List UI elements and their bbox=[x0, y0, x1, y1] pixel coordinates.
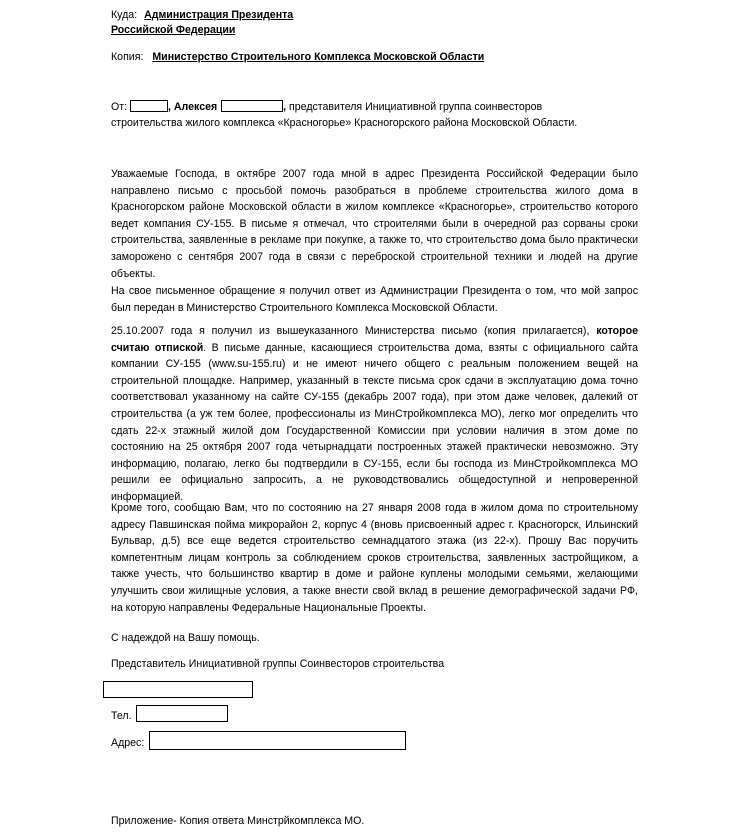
to-recipient-line2: Российской Федерации bbox=[111, 24, 236, 36]
from-comma-1: , bbox=[168, 101, 171, 113]
body-paragraph-1: Уважаемые Господа, в октябре 2007 года мной в адрес Президента Российской Федерации было направлено письмо с просьбой помочь разобраться в проблеме строительства жилого дома в Красногорском районе Московской области в жилом комплексе «Красногорье», строительство которого ведет компания СУ-155. В письме я отмечал, что строителями были в очередной раз сорваны сроки строительства, заявленные в рекламе при покупке, а также то, что строительство дома было практически заморожено с сентября 2007 года в связи с переброской строительной техники и людей на другие объекты. bbox=[111, 168, 638, 280]
from-first-name: Алексея bbox=[173, 101, 218, 113]
body-paragraph-3-start: 25.10.2007 года я получил из вышеуказанного Министерства письмо (копия прилагается), bbox=[111, 325, 590, 337]
from-comma-2: , bbox=[283, 101, 287, 113]
address-field[interactable] bbox=[149, 731, 406, 750]
tel-label: Тел. bbox=[111, 710, 132, 722]
tel-field[interactable] bbox=[136, 705, 228, 722]
from-role-line1: представителя Инициативной группа соинвесторов bbox=[289, 101, 543, 113]
redacted-surname-box bbox=[130, 100, 168, 112]
copy-recipient: Министерство Строительного Комплекса Московской Области bbox=[152, 51, 485, 63]
redacted-patronymic-box bbox=[221, 100, 283, 112]
address-label: Адрес: bbox=[111, 737, 145, 749]
copy-label: Копия: bbox=[111, 51, 144, 63]
from-block bbox=[111, 99, 671, 116]
body-paragraph-3 bbox=[111, 323, 638, 506]
to-recipient-line1: Администрация Президента bbox=[144, 9, 294, 21]
body-paragraph-3-bold: которое считаю отпиской bbox=[111, 325, 638, 354]
closing-line: С надеждой на Вашу помощь. bbox=[111, 632, 260, 644]
from-label: От: bbox=[111, 101, 128, 113]
body-paragraph-4: Кроме того, сообщаю Вам, что по состоянию на 27 января 2008 года в жилом дома по строительному адресу Павшинская пойма микрорайон 2, корпус 4 (вновь присвоенный адрес г. Красногорск, Ильинский Бульвар, д.5) все еще ведется строительство семнадцатого этажа (из 22-х). Прошу Вас поручить компетентным лицам контроль за соблюдением сроков строительства, заявленных застройщиком, а также учесть, что большинство квартир в доме и районе куплены молодыми семьями, желающими улучшить свои жилищные условия, а также внести свой вклад в решение демографической задачи РФ, на которую направлены Федеральные Национальные Проекты. bbox=[111, 502, 638, 614]
from-role-line2: строительства жилого комплекса «Красногорье» Красногорского района Московской Области. bbox=[111, 117, 578, 129]
attachment-note: Приложение- Копия ответа Минстрйкомплекса МО. bbox=[111, 815, 365, 827]
signature-name-field[interactable] bbox=[103, 681, 253, 698]
signature-label: Представитель Инициативной группы Соинвесторов строительства bbox=[111, 658, 445, 670]
to-label: Куда: bbox=[111, 9, 138, 21]
body-paragraph-2: На свое письменное обращение я получил ответ из Администрации Президента о том, что мой запрос был передан в Министерство Строительного Комплекса Московской Области. bbox=[111, 285, 638, 314]
copy-block bbox=[111, 49, 611, 66]
body-paragraph-3-end: . В письме данные, касающиеся строительства дома, взяты с официального сайта компании СУ-155 (www.su-155.ru) и не имеют ничего общего с реальным положением вещей на строительной площадке. Например, указанный в тексте письма срок сдачи в эксплуатацию дома точно соответствовал указанному на сайте СУ-155 (декабрь 2007 года), при этом даже человек, далекий от строительства (а уж тем более, профессионалы из МинСтройкомплекса МО), легко мог определить что сдать 22-х этажный жилой дом Государственной Комиссии при условии наличия в этом доме по состоянию на 25 октября 2007 года четырнадцати построенных этажей практически невозможно. Эту информацию, полагаю, легко бы подтвердили в СУ-155, если бы господа из МинСтройкомплекса МО решили ее официально запросить, а не руководствовались общедоступной и непроверенной информацией. bbox=[111, 341, 638, 503]
